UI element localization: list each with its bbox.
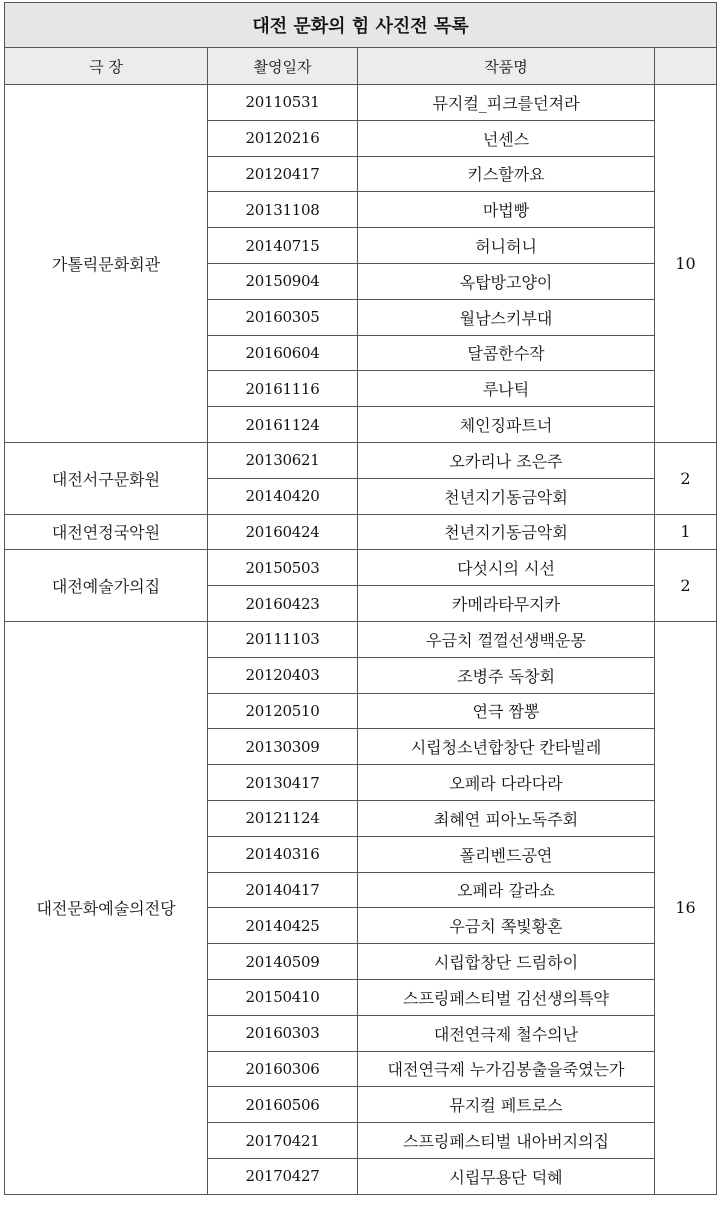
date-cell: 20161116	[208, 371, 358, 407]
header-row	[5, 48, 717, 85]
header-theater: 극 장	[5, 48, 208, 85]
work-title-cell: 체인징파트너	[358, 407, 655, 443]
work-title-cell: 대전연극제 철수의난	[358, 1015, 655, 1051]
work-title-cell: 월남스키부대	[358, 299, 655, 335]
date-cell: 20130417	[208, 765, 358, 801]
date-cell: 20130309	[208, 729, 358, 765]
work-title-cell: 카메라타무지카	[358, 586, 655, 622]
header-work: 작품명	[358, 48, 655, 85]
theater-cell: 가톨릭문화회관	[5, 85, 208, 443]
count-cell: 16	[655, 621, 717, 1194]
table-row	[5, 621, 717, 657]
work-title-cell: 오카리나 조은주	[358, 442, 655, 478]
date-cell: 20160604	[208, 335, 358, 371]
work-title-cell: 시립합창단 드림하이	[358, 944, 655, 980]
date-cell: 20110531	[208, 85, 358, 121]
work-title-cell: 폴리벤드공연	[358, 836, 655, 872]
work-title-cell: 시립무용단 덕혜	[358, 1158, 655, 1194]
photo-exhibition-table	[4, 2, 717, 1195]
work-title-cell: 오페라 갈라쇼	[358, 872, 655, 908]
work-title-cell: 루나틱	[358, 371, 655, 407]
work-title-cell: 옥탑방고양이	[358, 263, 655, 299]
date-cell: 20160305	[208, 299, 358, 335]
work-title-cell: 넌센스	[358, 120, 655, 156]
table-row	[5, 550, 717, 586]
count-cell: 10	[655, 85, 717, 443]
date-cell: 20121124	[208, 800, 358, 836]
date-cell: 20120510	[208, 693, 358, 729]
work-title-cell: 키스할까요	[358, 156, 655, 192]
table-body	[5, 85, 717, 1195]
work-title-cell: 천년지기동금악회	[358, 478, 655, 514]
date-cell: 20111103	[208, 621, 358, 657]
work-title-cell: 스프링페스티벌 내아버지의집	[358, 1123, 655, 1159]
header-count	[655, 48, 717, 85]
date-cell: 20160506	[208, 1087, 358, 1123]
work-title-cell: 연극 짬뽕	[358, 693, 655, 729]
date-cell: 20160424	[208, 514, 358, 550]
work-title-cell: 허니허니	[358, 228, 655, 264]
date-cell: 20140425	[208, 908, 358, 944]
header-date: 촬영일자	[208, 48, 358, 85]
theater-cell: 대전연정국악원	[5, 514, 208, 550]
work-title-cell: 마법빵	[358, 192, 655, 228]
work-title-cell: 천년지기동금악회	[358, 514, 655, 550]
count-cell: 2	[655, 550, 717, 622]
theater-cell: 대전예술가의집	[5, 550, 208, 622]
work-title-cell: 스프링페스티벌 김선생의특약	[358, 979, 655, 1015]
date-cell: 20160423	[208, 586, 358, 622]
date-cell: 20160303	[208, 1015, 358, 1051]
theater-cell: 대전문화예술의전당	[5, 621, 208, 1194]
table-row	[5, 442, 717, 478]
work-title-cell: 우금치 껄껄선생백운몽	[358, 621, 655, 657]
work-title-cell: 달콤한수작	[358, 335, 655, 371]
date-cell: 20170427	[208, 1158, 358, 1194]
date-cell: 20120216	[208, 120, 358, 156]
date-cell: 20140509	[208, 944, 358, 980]
date-cell: 20161124	[208, 407, 358, 443]
date-cell: 20150904	[208, 263, 358, 299]
date-cell: 20130621	[208, 442, 358, 478]
date-cell: 20120417	[208, 156, 358, 192]
date-cell: 20140316	[208, 836, 358, 872]
date-cell: 20160306	[208, 1051, 358, 1087]
theater-cell: 대전서구문화원	[5, 442, 208, 514]
table-row	[5, 514, 717, 550]
work-title-cell: 최혜연 피아노독주회	[358, 800, 655, 836]
work-title-cell: 오페라 다라다라	[358, 765, 655, 801]
date-cell: 20140420	[208, 478, 358, 514]
date-cell: 20140417	[208, 872, 358, 908]
date-cell: 20150503	[208, 550, 358, 586]
table-row	[5, 85, 717, 121]
date-cell: 20140715	[208, 228, 358, 264]
date-cell: 20120403	[208, 657, 358, 693]
count-cell: 2	[655, 442, 717, 514]
work-title-cell: 대전연극제 누가김봉출을죽였는가	[358, 1051, 655, 1087]
date-cell: 20150410	[208, 979, 358, 1015]
work-title-cell: 다섯시의 시선	[358, 550, 655, 586]
date-cell: 20131108	[208, 192, 358, 228]
work-title-cell: 뮤지컬_피크를던져라	[358, 85, 655, 121]
date-cell: 20170421	[208, 1123, 358, 1159]
title-row	[5, 3, 717, 48]
work-title-cell: 뮤지컬 페트로스	[358, 1087, 655, 1123]
work-title-cell: 조병주 독창회	[358, 657, 655, 693]
table-title: 대전 문화의 힘 사진전 목록	[5, 3, 717, 48]
count-cell: 1	[655, 514, 717, 550]
work-title-cell: 시립청소년합창단 칸타빌레	[358, 729, 655, 765]
work-title-cell: 우금치 쪽빛황혼	[358, 908, 655, 944]
